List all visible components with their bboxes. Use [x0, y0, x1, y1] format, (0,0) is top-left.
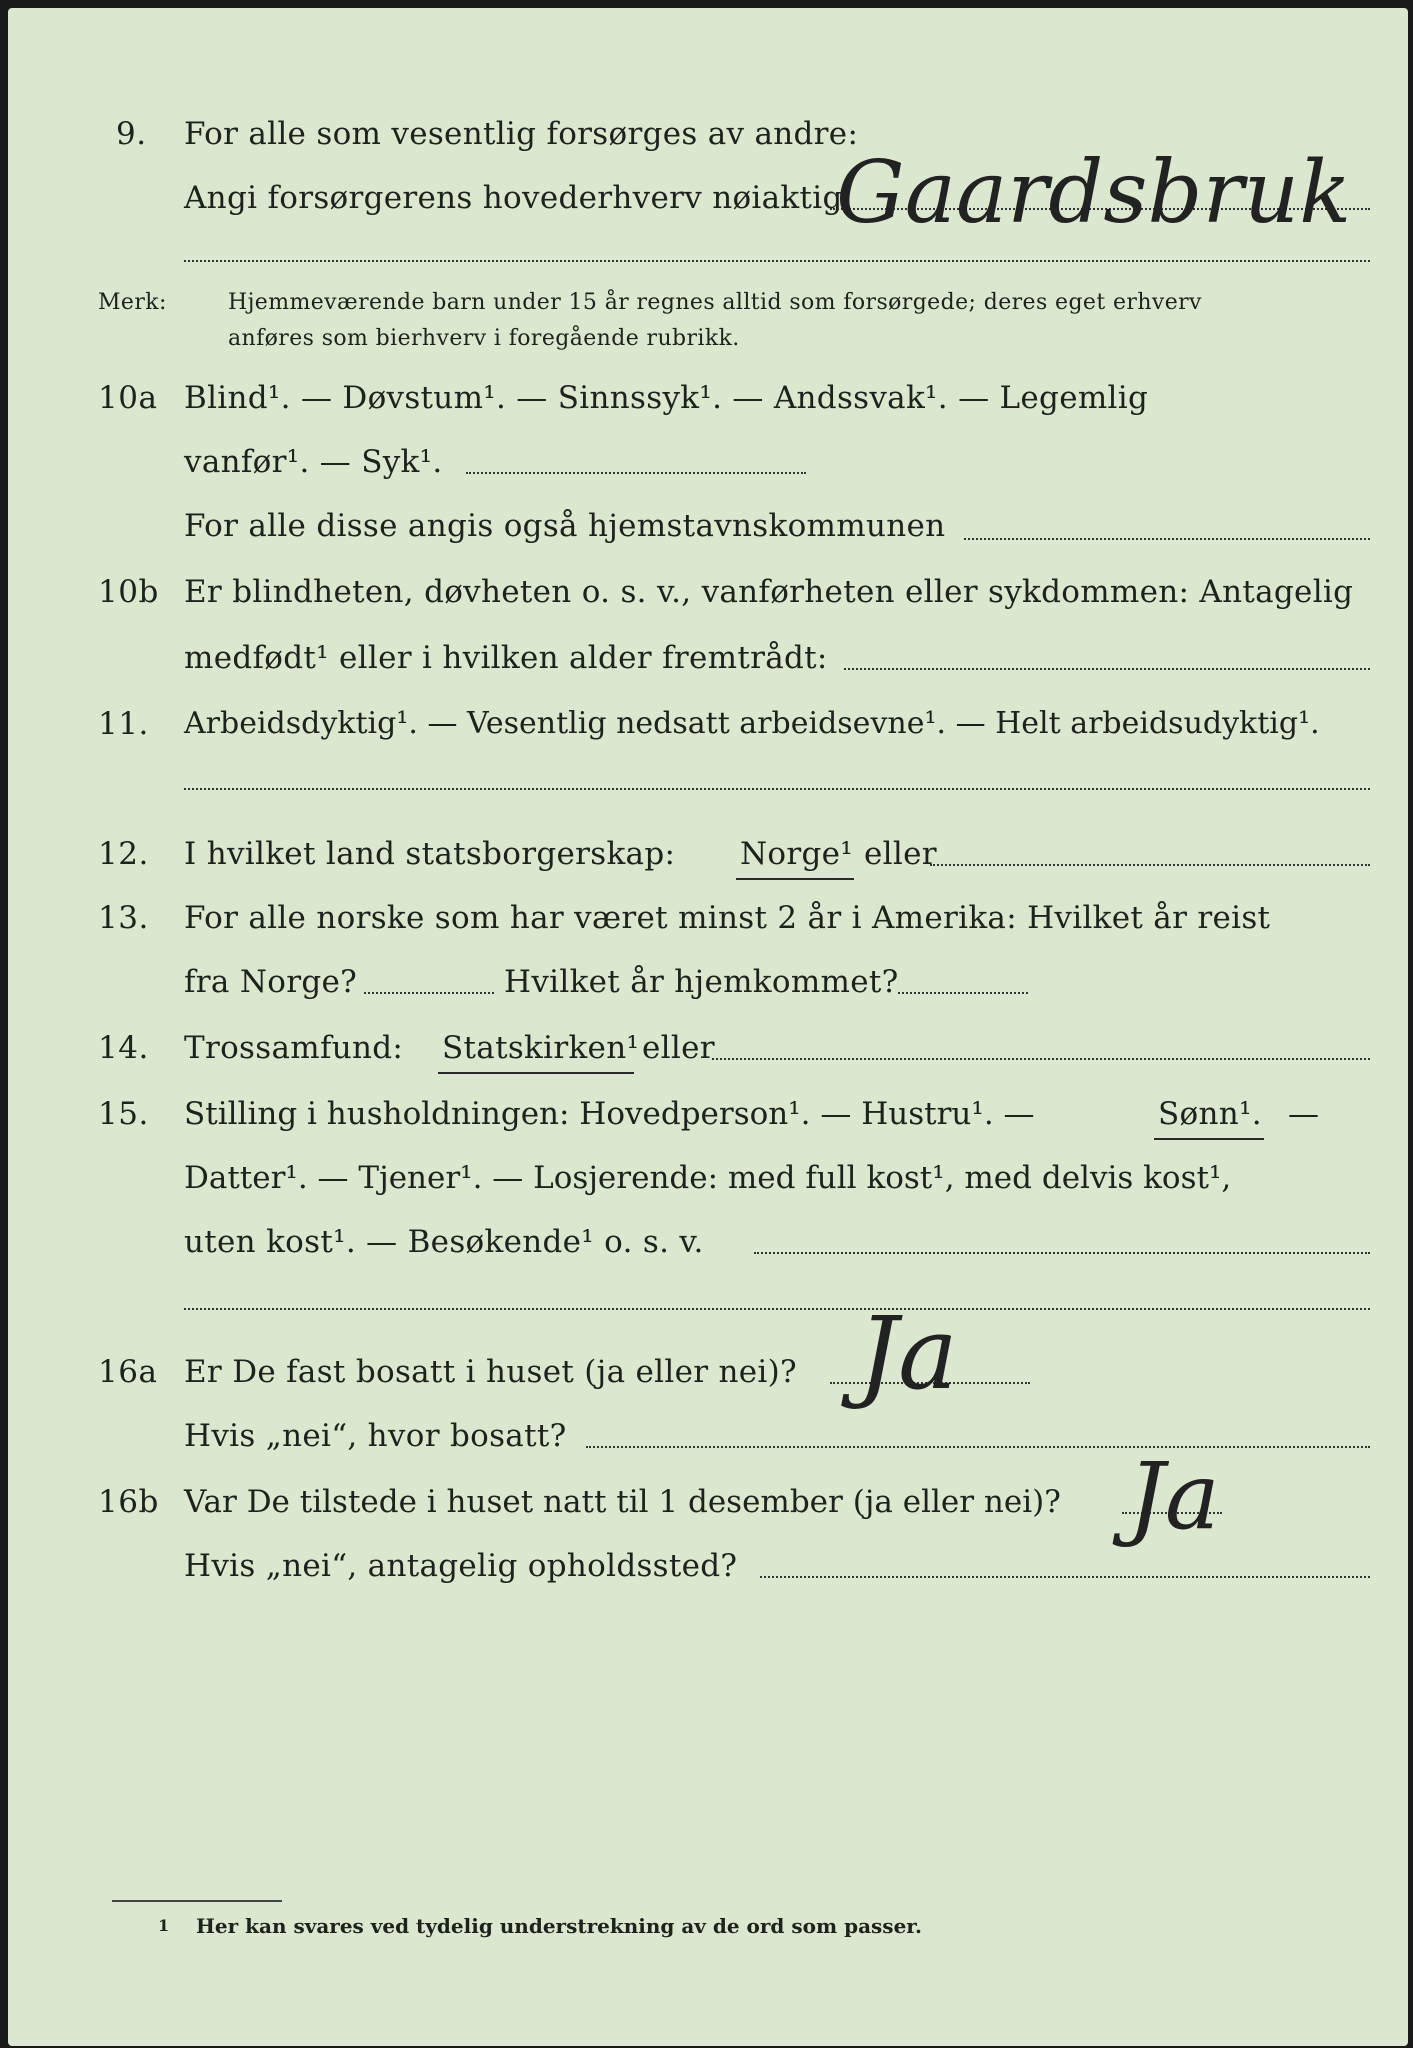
q9-line1: For alle som vesentlig forsørges av andre: — [184, 116, 859, 152]
q13-line1: For alle norske som har været minst 2 år i Amerika: Hvilket år reist — [184, 900, 1271, 936]
q10a-line2: vanfør¹. — Syk¹. — [184, 444, 443, 480]
item-number-13: 13. — [98, 900, 149, 936]
q12-question: I hvilket land statsborgerskap: — [184, 836, 676, 872]
q13-hjemkommet-dotted-line — [898, 992, 1028, 994]
q15-line1: Stilling i husholdningen: Hovedperson¹. — Hustru¹. — — [184, 1096, 1035, 1132]
item-number-11: 11. — [98, 706, 149, 742]
q15-sonn-underline — [1154, 1138, 1264, 1140]
q16b-line1: Var De tilstede i huset natt til 1 desember (ja eller nei)? — [184, 1484, 1061, 1520]
q9-line2: Angi forsørgerens hovederhverv nøiaktig — [184, 180, 843, 216]
svg-text:Ja: Ja — [858, 1295, 958, 1412]
q12-option-norge: Norge¹ — [740, 836, 854, 872]
footnote-text: Her kan svares ved tydelig understrekning av de ord som passer. — [196, 1914, 922, 1938]
q16a-line1: Er De fast bosatt i huset (ja eller nei)? — [184, 1354, 797, 1390]
merk-label: Merk: — [98, 290, 167, 315]
q13-hjemkommet-label: Hvilket år hjemkommet? — [504, 964, 899, 1000]
item-number-16b: 16b — [98, 1484, 159, 1520]
item-number-9: 9. — [116, 116, 147, 152]
item-number-10b: 10b — [98, 574, 159, 610]
q12-norge-underline — [736, 878, 854, 880]
q12-eller: eller — [864, 836, 937, 872]
q10a-line3: For alle disse angis også hjemstavnskommunen — [184, 508, 946, 544]
q12-answer-dotted-line — [930, 864, 1370, 866]
q9-handwritten-answer — [828, 126, 1352, 276]
q16a-line2: Hvis „nei“, hvor bosatt? — [184, 1418, 567, 1454]
q16b-line2: Hvis „nei“, antagelig opholdssted? — [184, 1548, 738, 1584]
q9-blank-line — [184, 260, 1370, 262]
q15-line1-dash: — — [1288, 1096, 1320, 1132]
q15-line2: Datter¹. — Tjener¹. — Losjerende: med full kost¹, med delvis kost¹, — [184, 1160, 1232, 1196]
svg-text:Gaardsbruk: Gaardsbruk — [836, 143, 1352, 243]
footnote-mark: 1 — [158, 1916, 170, 1935]
census-form-page — [8, 8, 1408, 2046]
q10b-line2: medfødt¹ eller i hvilken alder fremtrådt: — [184, 640, 828, 676]
q11-blank-line — [184, 788, 1370, 790]
q15-answer-dotted-line — [754, 1252, 1370, 1254]
merk-line1: Hjemmeværende barn under 15 år regnes alltid som forsørgede; deres eget erhverv — [228, 290, 1202, 315]
q15-blank-line — [184, 1308, 1370, 1310]
svg-text:Ja: Ja — [1128, 1443, 1220, 1550]
item-number-15: 15. — [98, 1096, 149, 1132]
q16b-handwritten-answer — [1118, 1428, 1338, 1588]
item-number-12: 12. — [98, 836, 149, 872]
q15-option-sonn: Sønn¹. — [1158, 1096, 1262, 1132]
q10a-answer-dotted-line — [466, 472, 806, 474]
q10b-answer-dotted-line — [844, 668, 1370, 670]
q14-label: Trossamfund: — [184, 1030, 404, 1066]
q11-line1: Arbeidsdyktig¹. — Vesentlig nedsatt arbeidsevne¹. — Helt arbeidsudyktig¹. — [184, 706, 1320, 741]
footnote-rule — [112, 1900, 282, 1902]
q14-answer-dotted-line — [712, 1058, 1370, 1060]
q14-eller: eller — [642, 1030, 715, 1066]
q16a-handwritten-answer — [848, 1278, 1068, 1458]
q10b-line1: Er blindheten, døvheten o. s. v., vanførheten eller sykdommen: Antagelig — [184, 574, 1354, 610]
q13-reist-label: fra Norge? — [184, 964, 358, 1000]
q15-line3: uten kost¹. — Besøkende¹ o. s. v. — [184, 1224, 704, 1260]
item-number-10a: 10a — [98, 380, 158, 416]
item-number-16a: 16a — [98, 1354, 158, 1390]
item-number-14: 14. — [98, 1030, 149, 1066]
q14-statskirken-underline — [438, 1072, 634, 1074]
q14-option-statskirken: Statskirken¹ — [442, 1030, 640, 1066]
q10a-line1: Blind¹. — Døvstum¹. — Sinnssyk¹. — Andssvak¹. — Legemlig — [184, 380, 1149, 416]
q10a-kommune-dotted-line — [964, 538, 1370, 540]
merk-line2: anføres som bierhverv i foregående rubrikk. — [228, 326, 740, 351]
q13-reist-dotted-line — [364, 992, 494, 994]
